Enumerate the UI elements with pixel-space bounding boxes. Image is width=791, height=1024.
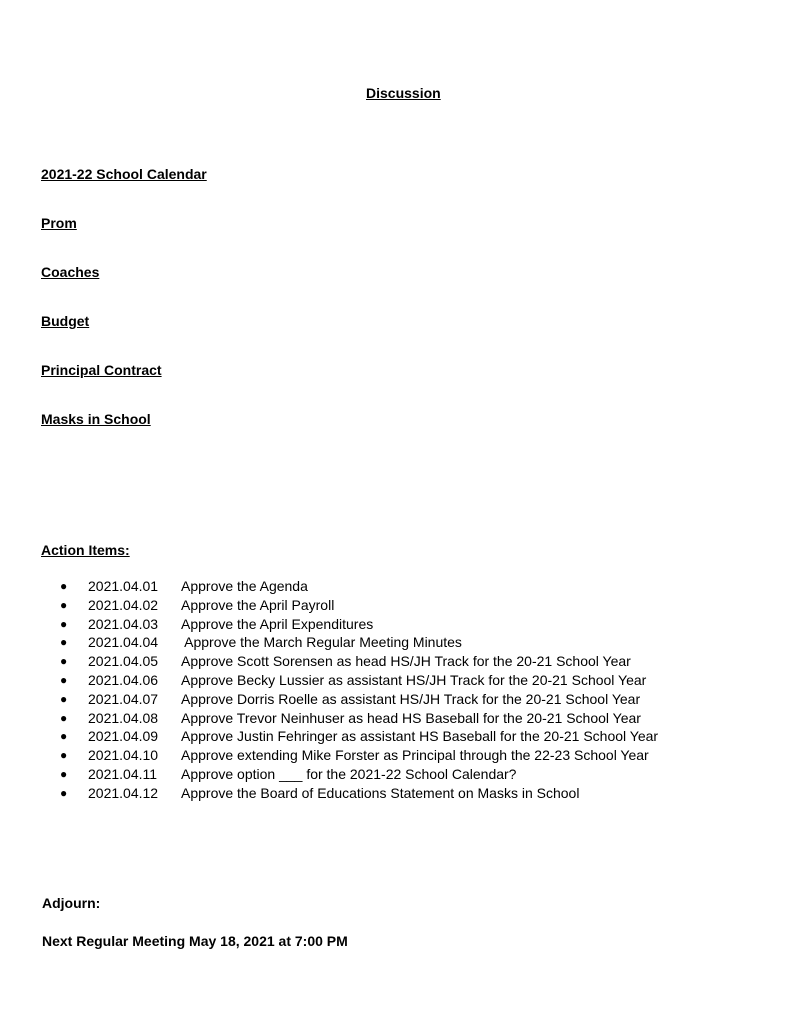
action-item-text: Approve the April Payroll [181,596,335,613]
action-item-code: 2021.04.10 [88,747,159,764]
page-title: Discussion [366,85,441,101]
discussion-item-budget: Budget [41,313,90,329]
discussion-item-coaches: Coaches [41,264,100,280]
action-item-text: Approve the April Expenditures [181,615,374,632]
discussion-item-prom: Prom [41,215,77,231]
action-item-text: Approve option ___ for the 2021-22 School Calendar? [181,765,517,782]
action-item-text: Approve Dorris Roelle as assistant HS/JH Track for the 20-21 School Year [181,690,641,707]
action-item-code: 2021.04.12 [88,784,159,801]
action-item-text: Approve Becky Lussier as assistant HS/JH Track for the 20-21 School Year [181,671,647,688]
discussion-item-principal-contract: Principal Contract [41,362,162,378]
action-item-text: Approve Trevor Neinhuser as head HS Baseball for the 20-21 School Year [181,709,641,726]
action-item-text: Approve Justin Fehringer as assistant HS Baseball for the 20-21 School Year [181,728,659,745]
next-meeting-text: Next Regular Meeting May 18, 2021 at 7:00 PM [42,933,348,949]
discussion-item-school-calendar: 2021-22 School Calendar [41,166,207,182]
action-item-code: 2021.04.07 [88,690,159,707]
bullet-icon: ● [60,597,68,612]
bullet-icon: ● [60,672,68,687]
action-item-text: Approve the March Regular Meeting Minutes [181,634,462,651]
action-item-code: 2021.04.04 [88,634,159,651]
action-item-code: 2021.04.01 [88,578,159,594]
bullet-icon: ● [60,766,68,781]
action-item-text: Approve the Board of Educations Statement on Masks in School [181,784,580,801]
bullet-icon: ● [60,710,68,725]
action-item-code: 2021.04.03 [88,615,159,632]
bullet-icon: ● [60,579,68,593]
bullet-icon: ● [60,691,68,706]
adjourn-label: Adjourn: [42,895,101,911]
bullet-icon: ● [60,785,68,800]
action-items-heading: Action Items: [41,542,130,558]
bullet-icon: ● [60,748,68,763]
action-item-code: 2021.04.02 [88,596,159,613]
action-item-code: 2021.04.06 [88,671,159,688]
bullet-icon: ● [60,654,68,669]
action-item-code: 2021.04.09 [88,728,159,745]
discussion-item-masks: Masks in School [41,411,151,427]
bullet-icon: ● [60,729,68,744]
action-item-text: Approve Scott Sorensen as head HS/JH Track for the 20-21 School Year [181,653,631,670]
bullet-icon: ● [60,616,68,631]
action-item-code: 2021.04.08 [88,709,159,726]
bullet-icon: ● [60,635,68,650]
action-item-code: 2021.04.11 [88,765,158,782]
action-item-code: 2021.04.05 [88,653,159,670]
action-item-text: Approve extending Mike Forster as Principal through the 22-23 School Year [181,747,649,764]
action-item-text: Approve the Agenda [181,578,308,594]
